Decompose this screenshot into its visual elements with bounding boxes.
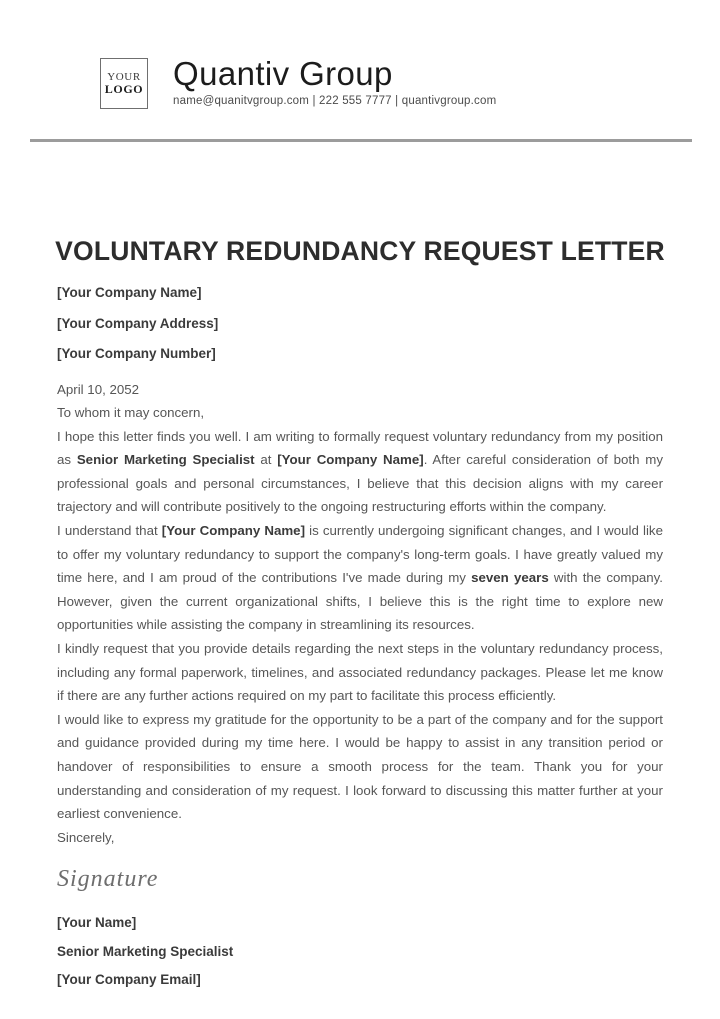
logo-placeholder (100, 58, 148, 109)
logo-text-your: YOUR (107, 70, 141, 83)
letter-paragraph: I kindly request that you provide details regarding the next steps in the voluntary redundancy process, including any formal paperwork, timelines, and associated redundancy packages. Please let me know if there are any further actions required on my part to facilitate this process efficiently. (57, 641, 663, 704)
letter-paragraph: I understand that [Your Company Name] is currently undergoing significant changes, and I would like to offer my voluntary redundancy to support the company's long-term goals. I have greatly valued my time here, and I am proud of the contributions I've made during my seven years with the company. However, given the current organizational shifts, I believe this is the right time to explore new opportunities while assisting the company in streamlining its resources. (57, 523, 663, 633)
recipient-line: [Your Company Name] (57, 285, 202, 300)
signer-block (57, 916, 663, 987)
closing-line: Sincerely, (57, 829, 115, 845)
letterhead-text (173, 57, 496, 107)
signature-script: Signature (57, 866, 159, 893)
letterhead (0, 0, 720, 109)
signer-line: Senior Marketing Specialist (57, 943, 234, 959)
letter-title: VOLUNTARY REDUNDANCY REQUEST LETTER (55, 236, 665, 266)
company-name: Quantiv Group (173, 55, 393, 92)
signer-line: [Your Company Email] (57, 971, 201, 987)
contact-line: name@quanitvgroup.com | 222 555 7777 | quantivgroup.com (173, 95, 497, 107)
salutation-line: To whom it may concern, (57, 405, 205, 421)
letter-body (0, 286, 720, 987)
recipient-block (57, 286, 663, 361)
recipient-line: [Your Company Number] (57, 346, 216, 361)
logo-text-logo: LOGO (104, 81, 144, 96)
signer-line: [Your Name] (57, 915, 137, 931)
date-line: April 10, 2052 (57, 381, 140, 397)
letter-paragraphs (57, 425, 663, 826)
letter-paragraph: I hope this letter finds you well. I am writing to formally request voluntary redundancy from my position as Senior Marketing Specialist at [Your Company Name]. After careful consideration of both my professional goals and personal circumstances, I believe that this decision aligns with my career trajectory and will contribute positively to the ongoing restructuring efforts within the company. (57, 428, 663, 515)
recipient-line: [Your Company Address] (57, 315, 219, 331)
header-divider (30, 139, 692, 142)
letter-paragraph: I would like to express my gratitude for the opportunity to be a part of the company and for the support and guidance provided during my time here. I would be happy to assist in any transition period or handover of responsibilities to ensure a smooth process for the team. Thank you for your understanding and consideration of my request. I look forward to discussing this matter further at your earliest convenience. (57, 711, 663, 822)
